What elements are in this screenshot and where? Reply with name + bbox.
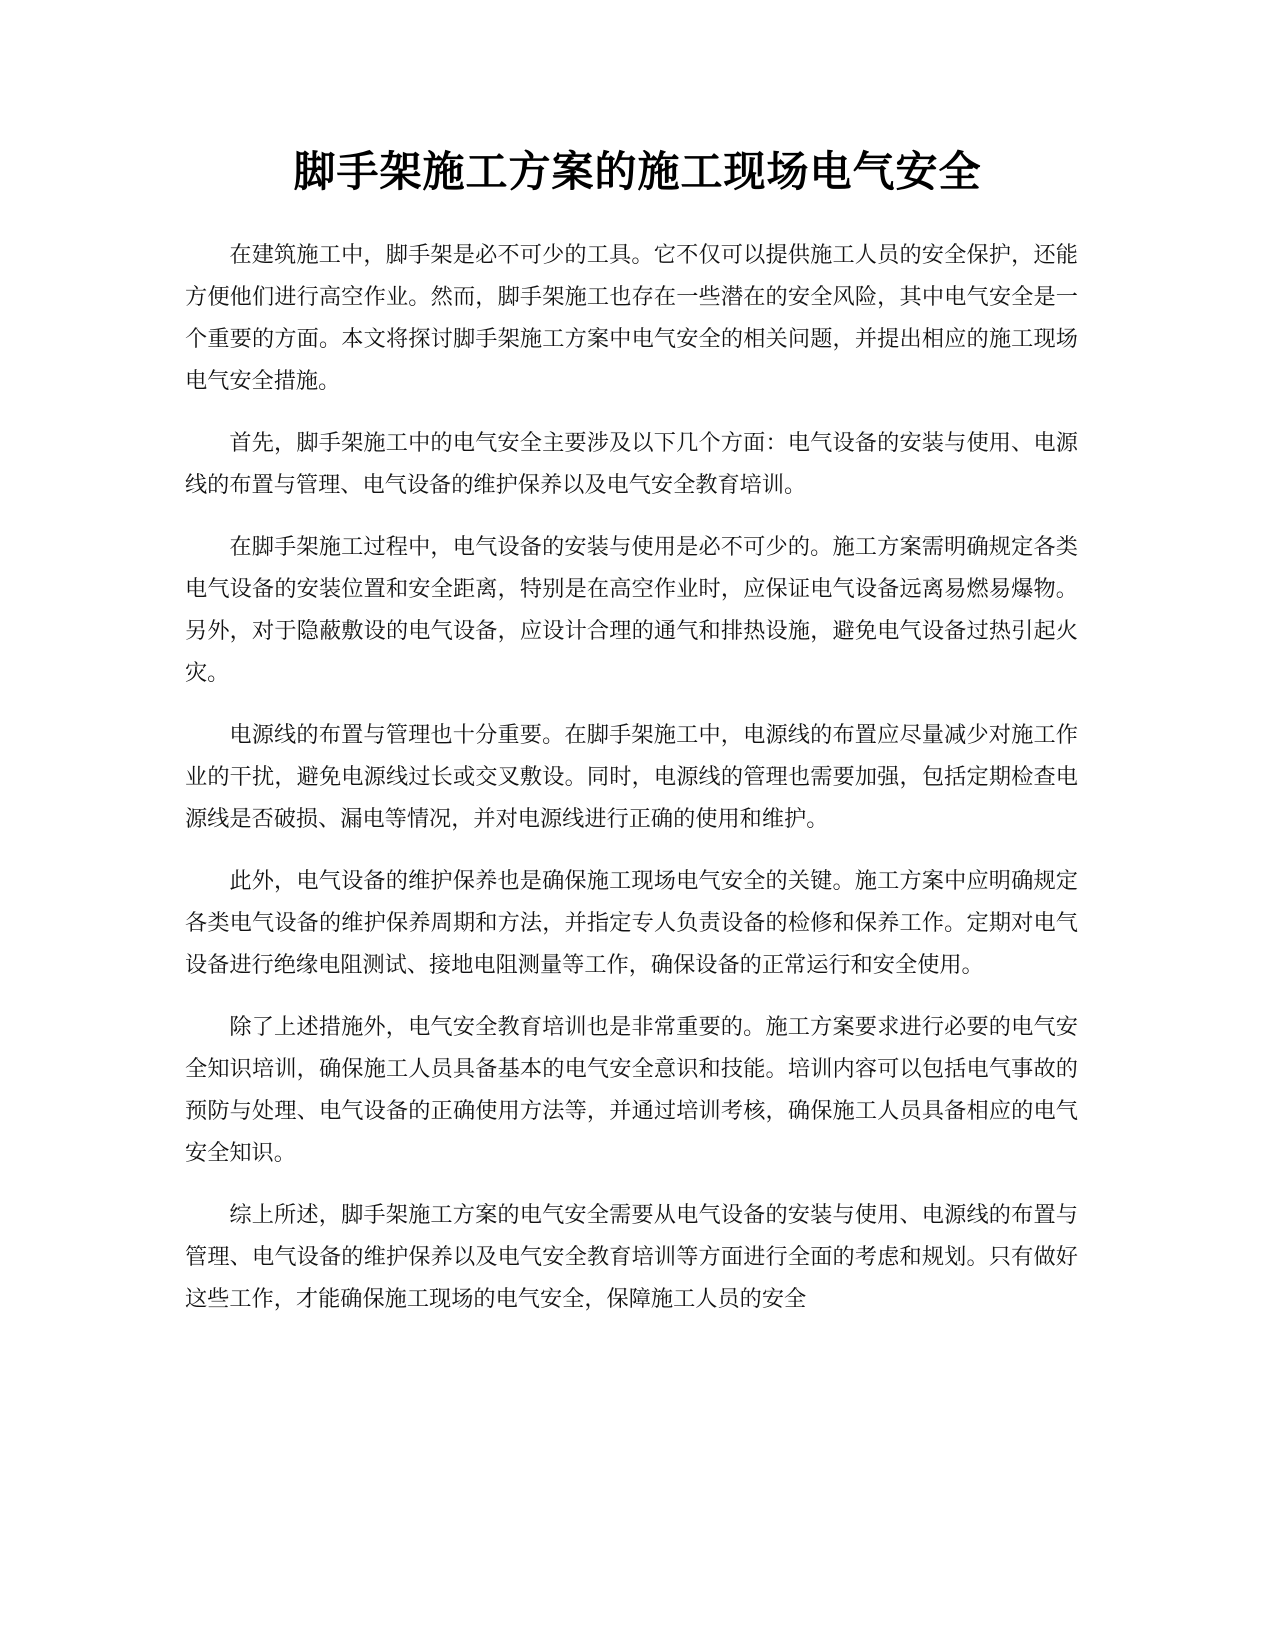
paragraph-overview: 首先，脚手架施工中的电气安全主要涉及以下几个方面：电气设备的安装与使用、电源线的布置与管理、电气设备的维护保养以及电气安全教育培训。 [185, 430, 1078, 498]
paragraph-maintenance: 此外，电气设备的维护保养也是确保施工现场电气安全的关键。施工方案中应明确规定各类电气设备的维护保养周期和方法，并指定专人负责设备的检修和保养工作。定期对电气设备进行绝缘电阻测试、接地电阻测量等工作，确保设备的正常运行和安全使用。 [185, 868, 1078, 978]
paragraph-intro: 在建筑施工中，脚手架是必不可少的工具。它不仅可以提供施工人员的安全保护，还能方便他们进行高空作业。然而，脚手架施工也存在一些潜在的安全风险，其中电气安全是一个重要的方面。本文将探讨脚手架施工方案中电气安全的相关问题，并提出相应的施工现场电气安全措施。 [185, 242, 1078, 394]
paragraph-equipment-installation: 在脚手架施工过程中，电气设备的安装与使用是必不可少的。施工方案需明确规定各类电气设备的安装位置和安全距离，特别是在高空作业时，应保证电气设备远离易燃易爆物。另外，对于隐蔽敷设的电气设备，应设计合理的通气和排热设施，避免电气设备过热引起火灾。 [185, 534, 1078, 686]
paragraph-training: 除了上述措施外，电气安全教育培训也是非常重要的。施工方案要求进行必要的电气安全知识培训，确保施工人员具备基本的电气安全意识和技能。培训内容可以包括电气事故的预防与处理、电气设备的正确使用方法等，并通过培训考核，确保施工人员具备相应的电气安全知识。 [185, 1014, 1078, 1166]
paragraph-conclusion: 综上所述，脚手架施工方案的电气安全需要从电气设备的安装与使用、电源线的布置与管理、电气设备的维护保养以及电气安全教育培训等方面进行全面的考虑和规划。只有做好这些工作，才能确保施工现场的电气安全，保障施工人员的安全 [185, 1202, 1078, 1312]
document-body [185, 234, 1078, 1340]
paragraph-power-cables: 电源线的布置与管理也十分重要。在脚手架施工中，电源线的布置应尽量减少对施工作业的干扰，避免电源线过长或交叉敷设。同时，电源线的管理也需要加强，包括定期检查电源线是否破损、漏电等情况，并对电源线进行正确的使用和维护。 [185, 722, 1078, 832]
document-title: 脚手架施工方案的施工现场电气安全 [293, 147, 982, 196]
